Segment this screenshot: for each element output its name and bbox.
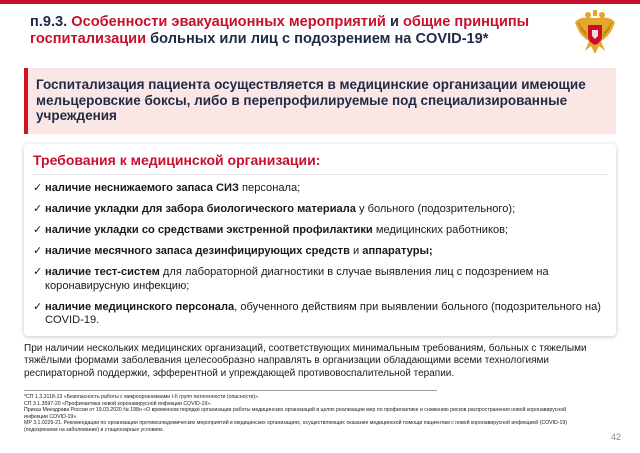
requirement-bold: наличие медицинского персонала bbox=[45, 300, 235, 313]
requirement-bold: наличие укладки со средствами экстренной профилактики bbox=[45, 224, 373, 237]
title-prefix: п.9.3. bbox=[30, 14, 72, 30]
checkmark-icon: ✓ bbox=[33, 203, 43, 216]
requirement-bold: наличие тест-систем bbox=[45, 266, 160, 279]
footnote-line: *СП 1.3.3118-13 «Безопасность работы с микроорганизмами I-II групп патогенности (опасности)». bbox=[24, 394, 260, 400]
double-headed-eagle-emblem-icon bbox=[573, 8, 617, 58]
requirement-item bbox=[33, 266, 611, 293]
title-part1: Особенности эвакуационных мероприятий bbox=[71, 14, 386, 30]
multiple-organizations-paragraph: При наличии нескольких медицинских организаций, соответствующих минимальным требованиям, больных с тяжелыми тяжёлыми формами заболевания целесообразно направлять в организации обладающими всеми технологиями респираторной поддержки, эфферентной и упреждающей противовоспалительной терапии. bbox=[24, 343, 587, 379]
callout-accent-bar bbox=[24, 68, 28, 134]
requirement-bold-2: аппаратуры; bbox=[362, 245, 433, 258]
checkmark-icon: ✓ bbox=[33, 224, 43, 237]
footnote-line: Приказ Минздрава России от 19.03.2020 № 198н «О временном порядке организации работы медицинских организаций в целях реализации мер по профилактике и снижению рисков распространения новой коронавирусной инфекции COVID-19». bbox=[24, 407, 566, 420]
requirement-bold: наличие неснижаемого запаса СИЗ bbox=[45, 182, 239, 194]
title-rest: больных или лиц с подозрением на COVID-19* bbox=[146, 31, 489, 47]
requirement-rest: для лабораторной диагностики в случае выявления лиц с подозрением на коронавирусную инфекцию; bbox=[45, 266, 549, 292]
requirement-item bbox=[33, 245, 611, 259]
top-accent-rule bbox=[0, 0, 640, 4]
requirement-rest: и bbox=[349, 245, 363, 258]
requirements-divider bbox=[33, 174, 607, 175]
requirement-bold: наличие месячного запаса дезинфицирующих средств bbox=[45, 245, 350, 258]
requirement-item bbox=[33, 301, 611, 328]
requirement-item bbox=[33, 203, 611, 217]
checkmark-icon: ✓ bbox=[33, 300, 43, 313]
hospitalization-callout bbox=[24, 68, 616, 134]
title-part2: общие принципы госпитализации bbox=[30, 14, 530, 47]
footnote-rule bbox=[24, 390, 437, 391]
title-and: и bbox=[385, 14, 403, 30]
requirement-rest: у больного (подозрительного); bbox=[355, 203, 516, 216]
footnotes bbox=[24, 394, 584, 433]
footnote-line: МР 3.1.0229-21. Рекомендации по организации противоэпидемических мероприятий в медицинских организациях, осуществляющих оказание медицинской помощи пациентам с новой коронавирусной инфекцией (COVID-19) (подозрением на заболевание) в стационарных условиях. bbox=[24, 420, 567, 433]
requirement-item bbox=[33, 182, 611, 196]
callout-text: Госпитализация пациента осуществляется в медицинские организации имеющие мельцеровские боксы, либо в перепрофилируемые под специализированные учреждения bbox=[36, 77, 586, 123]
page-number: 42 bbox=[611, 432, 622, 442]
slide-title bbox=[30, 14, 540, 48]
requirement-rest: медицинских работников; bbox=[372, 224, 509, 237]
requirements-list bbox=[33, 182, 611, 336]
checkmark-icon: ✓ bbox=[33, 266, 43, 279]
requirement-item bbox=[33, 224, 611, 238]
requirement-bold: наличие укладки для забора биологического материала bbox=[45, 203, 356, 216]
checkmark-icon: ✓ bbox=[33, 245, 43, 258]
requirements-panel bbox=[24, 144, 616, 336]
checkmark-icon: ✓ bbox=[33, 182, 43, 194]
footnote-line: СП 3.1.3597-20 «Профилактика новой коронавирусной инфекции COVID-19». bbox=[24, 400, 212, 407]
requirement-rest: персонала; bbox=[238, 182, 301, 194]
requirement-rest: , обученного действиям при выявлении больного (подозрительного на) COVID-19. bbox=[45, 300, 601, 327]
requirements-title: Требования к медицинской организации: bbox=[33, 152, 321, 168]
